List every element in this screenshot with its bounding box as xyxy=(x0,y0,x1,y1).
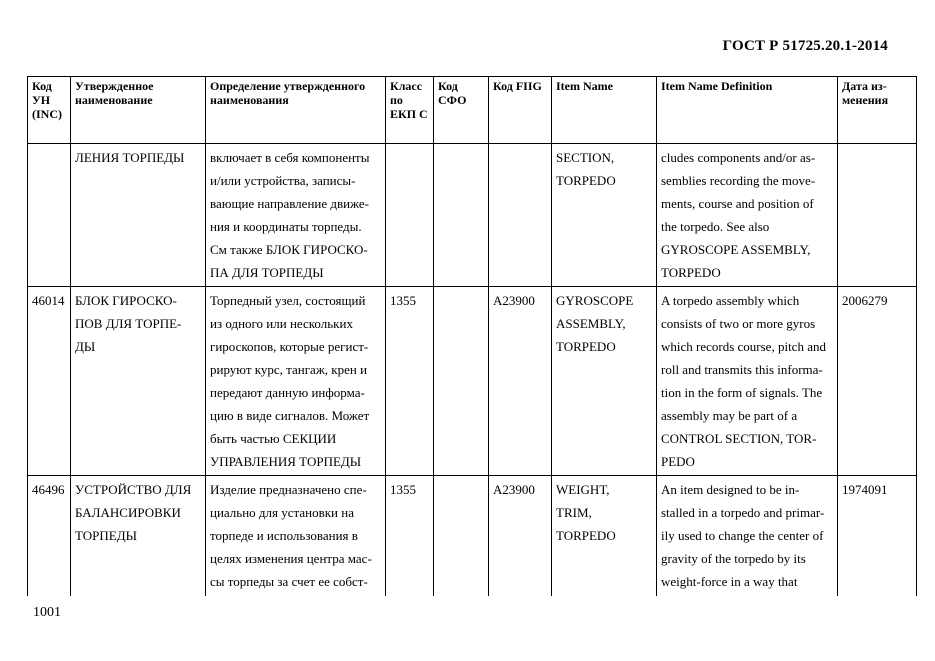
cell-text-line: включает в себя компоненты xyxy=(210,150,370,165)
cell-text-line: CONTROL SECTION, TOR- xyxy=(661,431,817,446)
cell-text-line: tion in the form of signals. The xyxy=(661,385,823,400)
cell-item-name xyxy=(552,476,657,596)
cell-definition xyxy=(206,144,386,287)
cell-text-line: УПРАВЛЕНИЯ ТОРПЕДЫ xyxy=(210,454,362,469)
cell-text-line: TORPEDO xyxy=(556,173,616,188)
cell-text-line: ПА ДЛЯ ТОРПЕДЫ xyxy=(210,265,324,280)
cell-text-line: A torpedo assembly which xyxy=(661,293,800,308)
cell-text-line: сы торпеды за счет ее собст- xyxy=(210,574,368,589)
document-code: ГОСТ Р 51725.20.1-2014 xyxy=(722,38,888,54)
cell-item-definition xyxy=(657,144,838,287)
table-header-row xyxy=(28,77,917,144)
cell-text-line: An item designed to be in- xyxy=(661,482,800,497)
table-row xyxy=(28,476,917,596)
catalog-table xyxy=(27,76,917,596)
cell-text-line: GYROSCOPE xyxy=(556,293,634,308)
cell-item-definition xyxy=(657,476,838,596)
cell-inc xyxy=(28,144,71,287)
table-row xyxy=(28,287,917,476)
cell-text-line: gravity of the torpedo by its xyxy=(661,551,806,566)
cell-class xyxy=(386,287,434,476)
cell-fiig xyxy=(489,476,552,596)
page-number: 1001 xyxy=(33,605,61,620)
cell-text-line: roll and transmits this informa- xyxy=(661,362,823,377)
cell-text-line: SECTION, xyxy=(556,150,615,165)
col-header-item-name: Item Name xyxy=(552,77,657,144)
cell-text-line: ния и координаты торпеды. xyxy=(210,219,362,234)
cell-text-line: передают данную информа- xyxy=(210,385,365,400)
cell-text-line: ПОВ ДЛЯ ТОРПЕ- xyxy=(75,316,182,331)
cell-sfo xyxy=(434,144,489,287)
col-header-definition: Определение утвержденного наименования xyxy=(206,77,386,144)
cell-text-line: ЛЕНИЯ ТОРПЕДЫ xyxy=(75,150,185,165)
cell-text-line: целях изменения центра мас- xyxy=(210,551,372,566)
cell-text-line: the torpedo. See also xyxy=(661,219,770,234)
col-header-class: Класс по ЕКП С xyxy=(386,77,434,144)
cell-text-line: ments, course and position of xyxy=(661,196,814,211)
cell-text-line: which records course, pitch and xyxy=(661,339,826,354)
cell-sfo xyxy=(434,476,489,596)
cell-text-line: БАЛАНСИРОВКИ xyxy=(75,505,181,520)
cell-class xyxy=(386,476,434,596)
cell-text-line: Изделие предназначено спе- xyxy=(210,482,367,497)
cell-inc xyxy=(28,476,71,596)
cell-change-date-value: 2006279 xyxy=(842,293,888,308)
cell-text-line: TORPEDO xyxy=(556,339,616,354)
cell-change-date xyxy=(838,476,917,596)
cell-text-line: циально для установки на xyxy=(210,505,354,520)
cell-approved-name xyxy=(71,476,206,596)
cell-text-line: weight-force in a way that xyxy=(661,574,798,589)
cell-text-line: гироскопов, которые регист- xyxy=(210,339,369,354)
table-body xyxy=(28,144,917,596)
cell-text-line: stalled in a torpedo and primar- xyxy=(661,505,825,520)
cell-fiig-value: A23900 xyxy=(493,482,535,497)
cell-text-line: ASSEMBLY, xyxy=(556,316,626,331)
cell-text-line: assembly may be part of a xyxy=(661,408,798,423)
cell-text-line: TORPEDO xyxy=(556,528,616,543)
cell-approved-name xyxy=(71,287,206,476)
cell-text-line: ily used to change the center of xyxy=(661,528,824,543)
cell-text-line: cludes components and/or as- xyxy=(661,150,816,165)
cell-fiig xyxy=(489,287,552,476)
cell-inc-value: 46496 xyxy=(32,482,65,497)
col-header-change-date: Дата из-менения xyxy=(838,77,917,144)
cell-text-line: TORPEDO xyxy=(661,265,721,280)
cell-text-line: consists of two or more gyros xyxy=(661,316,816,331)
cell-text-line: TRIM, xyxy=(556,505,592,520)
cell-class xyxy=(386,144,434,287)
cell-inc-value: 46014 xyxy=(32,293,65,308)
cell-sfo xyxy=(434,287,489,476)
cell-text-line: semblies recording the move- xyxy=(661,173,816,188)
cell-text-line: быть частью СЕКЦИИ xyxy=(210,431,337,446)
cell-item-definition xyxy=(657,287,838,476)
cell-text-line: PEDO xyxy=(661,454,695,469)
cell-definition xyxy=(206,476,386,596)
cell-fiig-value: A23900 xyxy=(493,293,535,308)
cell-inc xyxy=(28,287,71,476)
cell-text-line: GYROSCOPE ASSEMBLY, xyxy=(661,242,811,257)
cell-fiig xyxy=(489,144,552,287)
cell-text-line: вающие направление движе- xyxy=(210,196,369,211)
col-header-sfo: Код СФО xyxy=(434,77,489,144)
cell-item-name xyxy=(552,144,657,287)
cell-change-date xyxy=(838,144,917,287)
cell-class-value: 1355 xyxy=(390,293,416,308)
cell-change-date xyxy=(838,287,917,476)
cell-text-line: ДЫ xyxy=(75,339,96,354)
col-header-fiig: Код FIIG xyxy=(489,77,552,144)
col-header-inc: Код УН (INC) xyxy=(28,77,71,144)
cell-text-line: и/или устройства, записы- xyxy=(210,173,356,188)
cell-definition xyxy=(206,287,386,476)
cell-approved-name xyxy=(71,144,206,287)
cell-text-line: WEIGHT, xyxy=(556,482,610,497)
cell-text-line: См также БЛОК ГИРОСКО- xyxy=(210,242,368,257)
cell-text-line: из одного или нескольких xyxy=(210,316,353,331)
table-row xyxy=(28,144,917,287)
cell-text-line: УСТРОЙСТВО ДЛЯ xyxy=(75,482,192,497)
cell-text-line: рируют курс, тангаж, крен и xyxy=(210,362,368,377)
cell-text-line: цию в виде сигналов. Может xyxy=(210,408,370,423)
cell-class-value: 1355 xyxy=(390,482,416,497)
cell-text-line: Торпедный узел, состоящий xyxy=(210,293,366,308)
cell-text-line: БЛОК ГИРОСКО- xyxy=(75,293,177,308)
cell-text-line: торпеде и использования в xyxy=(210,528,358,543)
col-header-approved-name: Утвержденное наименование xyxy=(71,77,206,144)
cell-item-name xyxy=(552,287,657,476)
cell-text-line: ТОРПЕДЫ xyxy=(75,528,137,543)
col-header-item-definition: Item Name Definition xyxy=(657,77,838,144)
cell-change-date-value: 1974091 xyxy=(842,482,888,497)
